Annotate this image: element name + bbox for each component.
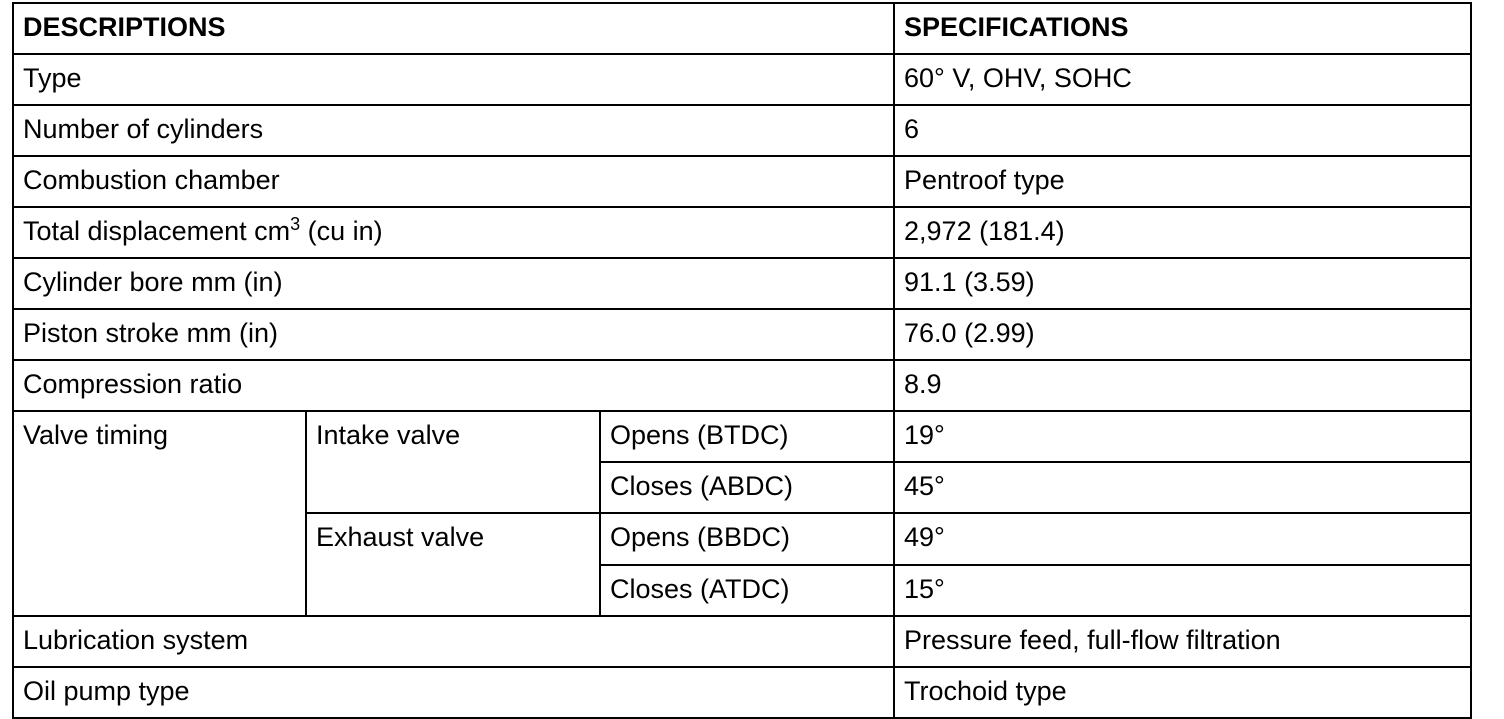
table-row — [13, 258, 1471, 309]
intake-closes-label: Closes (ABDC) — [600, 462, 894, 513]
table-row — [13, 207, 1471, 258]
exhaust-opens-value: 49° — [894, 513, 1471, 564]
table-row — [13, 156, 1471, 207]
table-row — [13, 411, 1471, 462]
table-row — [13, 616, 1471, 667]
table-header-row — [13, 3, 1471, 54]
table-row — [13, 667, 1471, 718]
row-cylinders-description: Number of cylinders — [13, 105, 894, 156]
row-combustion-description: Combustion chamber — [13, 156, 894, 207]
row-type-description: Type — [13, 54, 894, 105]
exhaust-opens-label: Opens (BBDC) — [600, 513, 894, 564]
row-cylinders-specification: 6 — [894, 105, 1471, 156]
table-row — [13, 360, 1471, 411]
displacement-label: Total displacement cm — [23, 216, 291, 247]
table-row — [13, 105, 1471, 156]
engine-specifications-sheet — [12, 2, 1472, 719]
exhaust-valve-label: Exhaust valve — [306, 513, 600, 615]
row-stroke-description: Piston stroke mm (in) — [13, 309, 894, 360]
row-compression-description: Compression ratio — [13, 360, 894, 411]
intake-opens-value: 19° — [894, 411, 1471, 462]
exhaust-closes-value: 15° — [894, 565, 1471, 616]
row-displacement-specification: 2,972 (181.4) — [894, 207, 1471, 258]
row-lubrication-specification: Pressure feed, full-flow filtration — [894, 616, 1471, 667]
intake-valve-label: Intake valve — [306, 411, 600, 513]
table-row — [13, 54, 1471, 105]
displacement-unit-suffix: (cu in) — [300, 216, 383, 247]
row-combustion-specification: Pentroof type — [894, 156, 1471, 207]
row-lubrication-description: Lubrication system — [13, 616, 894, 667]
displacement-unit-superscript: 3 — [290, 214, 301, 235]
intake-closes-value: 45° — [894, 462, 1471, 513]
engine-specifications-table — [12, 2, 1472, 719]
row-oil-pump-description: Oil pump type — [13, 667, 894, 718]
header-specifications: SPECIFICATIONS — [894, 3, 1471, 54]
header-descriptions: DESCRIPTIONS — [13, 3, 894, 54]
row-stroke-specification: 76.0 (2.99) — [894, 309, 1471, 360]
intake-opens-label: Opens (BTDC) — [600, 411, 894, 462]
row-bore-specification: 91.1 (3.59) — [894, 258, 1471, 309]
row-displacement-description — [13, 207, 894, 258]
table-row — [13, 309, 1471, 360]
exhaust-closes-label: Closes (ATDC) — [600, 565, 894, 616]
row-oil-pump-specification: Trochoid type — [894, 667, 1471, 718]
row-type-specification: 60° V, OHV, SOHC — [894, 54, 1471, 105]
row-bore-description: Cylinder bore mm (in) — [13, 258, 894, 309]
valve-timing-label: Valve timing — [13, 411, 306, 615]
row-compression-specification: 8.9 — [894, 360, 1471, 411]
